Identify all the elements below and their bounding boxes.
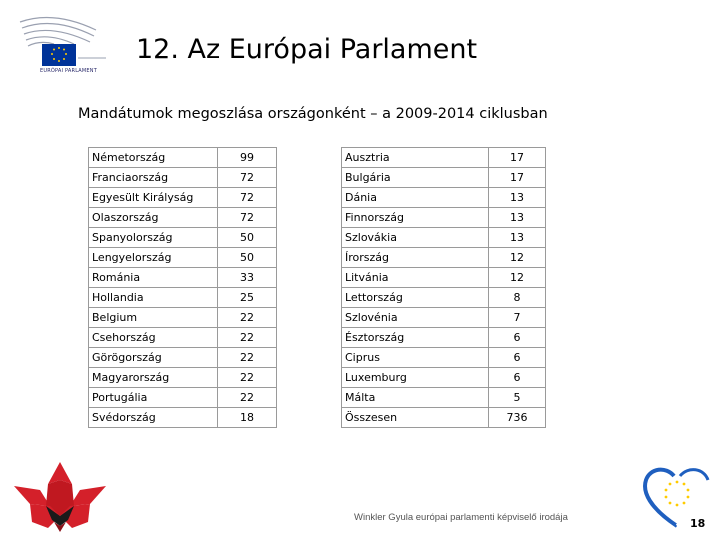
table-row: [89, 308, 277, 328]
table-row: [342, 348, 546, 368]
table-row: [89, 268, 277, 288]
country-cell: Finnország: [342, 208, 489, 228]
table-row: [342, 288, 546, 308]
country-cell: Málta: [342, 388, 489, 408]
seats-cell: 22: [218, 348, 277, 368]
seats-cell: 72: [218, 168, 277, 188]
seats-cell: 13: [489, 228, 546, 248]
logo-caption: EURÓPAI PARLAMENT: [40, 68, 97, 74]
page-title: 12. Az Európai Parlament: [136, 34, 478, 65]
table-row: [89, 328, 277, 348]
table-row: [342, 268, 546, 288]
country-cell: Spanyolország: [89, 228, 218, 248]
table-row: [89, 388, 277, 408]
seats-cell: 22: [218, 328, 277, 348]
table-row: [89, 228, 277, 248]
seats-cell: 25: [218, 288, 277, 308]
seats-cell: 6: [489, 328, 546, 348]
table-row: [89, 368, 277, 388]
seats-cell: 72: [218, 188, 277, 208]
table-row: [89, 208, 277, 228]
country-cell: Portugália: [89, 388, 218, 408]
seats-cell: 18: [218, 408, 277, 428]
table-row: [342, 148, 546, 168]
table-row: [342, 408, 546, 428]
table-row: [342, 188, 546, 208]
country-cell: Szlovákia: [342, 228, 489, 248]
seats-cell: 22: [218, 388, 277, 408]
table-row: [89, 348, 277, 368]
country-cell: Összesen: [342, 408, 489, 428]
country-cell: Görögország: [89, 348, 218, 368]
seats-cell: 72: [218, 208, 277, 228]
country-cell: Ausztria: [342, 148, 489, 168]
table-row: [89, 148, 277, 168]
country-cell: Németország: [89, 148, 218, 168]
seats-cell: 17: [489, 168, 546, 188]
country-cell: Luxemburg: [342, 368, 489, 388]
country-cell: Hollandia: [89, 288, 218, 308]
table-row: [89, 168, 277, 188]
seats-cell: 50: [218, 228, 277, 248]
seats-cell: 17: [489, 148, 546, 168]
seats-cell: 22: [218, 308, 277, 328]
table-row: [342, 328, 546, 348]
seats-cell: 8: [489, 288, 546, 308]
table-row: [89, 248, 277, 268]
country-cell: Lengyelország: [89, 248, 218, 268]
country-cell: Egyesült Királyság: [89, 188, 218, 208]
seats-cell: 12: [489, 248, 546, 268]
table-row: [342, 308, 546, 328]
country-cell: Franciaország: [89, 168, 218, 188]
seats-cell: 6: [489, 348, 546, 368]
seats-cell: 12: [489, 268, 546, 288]
seats-table-left: [88, 147, 277, 428]
seats-cell: 6: [489, 368, 546, 388]
country-cell: Bulgária: [342, 168, 489, 188]
table-row: [89, 408, 277, 428]
country-cell: Belgium: [89, 308, 218, 328]
seats-cell: 99: [218, 148, 277, 168]
page-number: 18: [690, 517, 706, 530]
country-cell: Svédország: [89, 408, 218, 428]
country-cell: Csehország: [89, 328, 218, 348]
seats-cell: 13: [489, 208, 546, 228]
seats-cell: 22: [218, 368, 277, 388]
seats-cell: 5: [489, 388, 546, 408]
seats-cell: 7: [489, 308, 546, 328]
table-row: [342, 368, 546, 388]
red-party-logo: [10, 460, 110, 532]
country-cell: Észtország: [342, 328, 489, 348]
table-row: [89, 188, 277, 208]
table-row: [342, 228, 546, 248]
table-row: [342, 388, 546, 408]
country-cell: Dánia: [342, 188, 489, 208]
seats-table-right: [341, 147, 546, 428]
country-cell: Olaszország: [89, 208, 218, 228]
country-cell: Szlovénia: [342, 308, 489, 328]
footer-office-text: Winkler Gyula európai parlamenti képviselő irodája: [354, 512, 568, 523]
table-row: [342, 208, 546, 228]
table-row: [342, 248, 546, 268]
table-row: [89, 288, 277, 308]
country-cell: Litvánia: [342, 268, 489, 288]
country-cell: Magyarország: [89, 368, 218, 388]
country-cell: Írország: [342, 248, 489, 268]
page-subtitle: Mandátumok megoszlása országonként – a 2009-2014 ciklusban: [78, 106, 548, 122]
table-row: [342, 168, 546, 188]
country-cell: Ciprus: [342, 348, 489, 368]
country-cell: Románia: [89, 268, 218, 288]
seats-cell: 50: [218, 248, 277, 268]
country-cell: Lettország: [342, 288, 489, 308]
seats-cell: 736: [489, 408, 546, 428]
seats-cell: 33: [218, 268, 277, 288]
seats-cell: 13: [489, 188, 546, 208]
